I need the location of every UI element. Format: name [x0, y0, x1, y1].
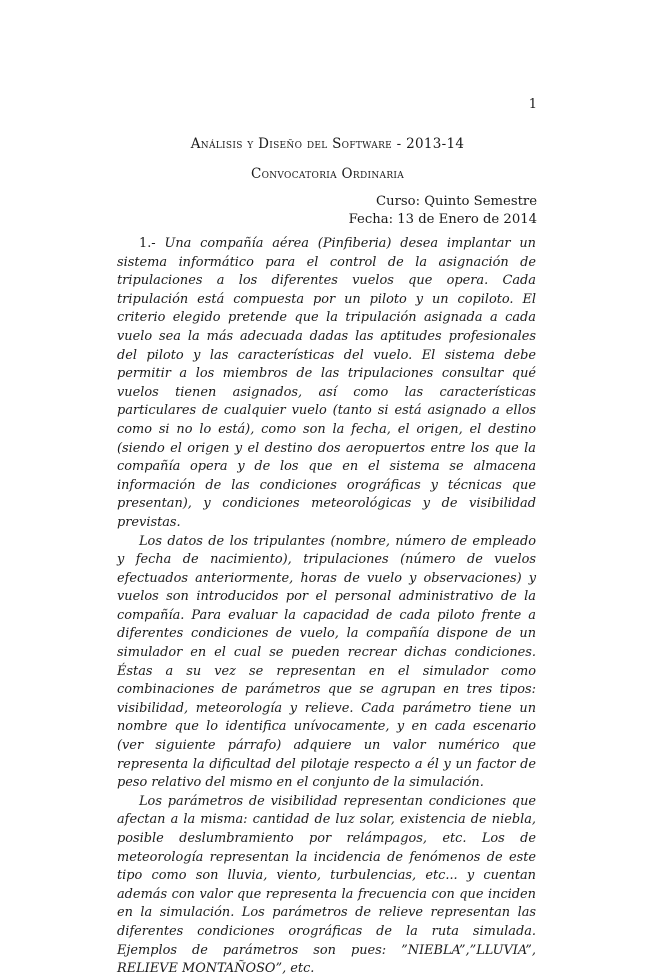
- course-date-block: [349, 193, 537, 228]
- paragraph-3-text: Los parámetros de visibilidad representan condiciones que afectan a la misma: cantidad de luz solar, existencia de niebla, posible deslumbramiento por relámpagos, etc. Los de meteorología representan la incidencia de fenómenos de este tipo como son lluvia, viento, turbulencias, etc... y cuentan además con valor que representa la frecuencia con que inciden en la simulación. Los parámetros de relieve representan las diferentes condiciones orográficas de la ruta simulada. Ejemplos de parámetros son pues: ”NIEBLA”,”LLUVIA”, RELIEVE MONTAÑOSO”, etc.: [117, 793, 536, 977]
- body-text: [117, 235, 536, 979]
- document-subtitle: Convocatoria Ordinaria: [250, 166, 405, 182]
- paragraph-1-text: Una compañía aérea (Pinfiberia) desea implantar un sistema informático para el control de la asignación de tripulaciones a los diferentes vuelos que opera. Cada tripulación está compuesta por un piloto y un copiloto. El criterio elegido pretende que la tripulación asignada a cada vuelo sea la más adecuada dadas las aptitudes profesionales del piloto y las características del vuelo. El sistema debe permitir a los miembros de las tripulaciones consultar qué vuelos tienen asignados, así como las características particulares de cualquier vuelo (tanto si está asignado a ellos como si no lo está), como son la fecha, el origen, el destino (siendo el origen y el destino dos aeropuertos entre los que la compañía opera y de los que en el sistema se almacena información de las condiciones orográficas y técnicas que presentan), y condiciones meteorológicas y de visibilidad previstas.: [117, 236, 536, 530]
- document-title: Análisis y Diseño del Software - 2013-14: [190, 136, 465, 152]
- paragraph-3: [117, 793, 536, 979]
- date-line: Fecha: 13 de Enero de 2014: [348, 211, 537, 227]
- paragraph-1: [117, 235, 536, 533]
- page-number: 1: [528, 97, 537, 112]
- question-number: 1.-: [139, 236, 156, 251]
- course-line: Curso: Quinto Semestre: [376, 194, 537, 209]
- paragraph-2: [117, 533, 536, 793]
- paragraph-2-text: Los datos de los tripulantes (nombre, número de empleado y fecha de nacimiento), tripulaciones (número de vuelos efectuados anteriormente, horas de vuelo y observaciones) y vuelos son introducidos por el personal administrativo de la compañía. Para evaluar la capacidad de cada piloto frente a diferentes condiciones de vuelo, la compañía dispone de un simulador en el cual se pueden recrear dichas condiciones. Éstas a su vez se representan en el simulador como combinaciones de parámetros que se agrupan en tres tipos: visibilidad, meteorología y relieve. Cada parámetro tiene un nombre que lo identifica unívocamente, y en cada escenario (ver siguiente párrafo) adquiere un valor numérico que representa la dificultad del pilotaje respecto a él y un factor de peso relativo del mismo en el conjunto de la simulación.: [117, 533, 536, 791]
